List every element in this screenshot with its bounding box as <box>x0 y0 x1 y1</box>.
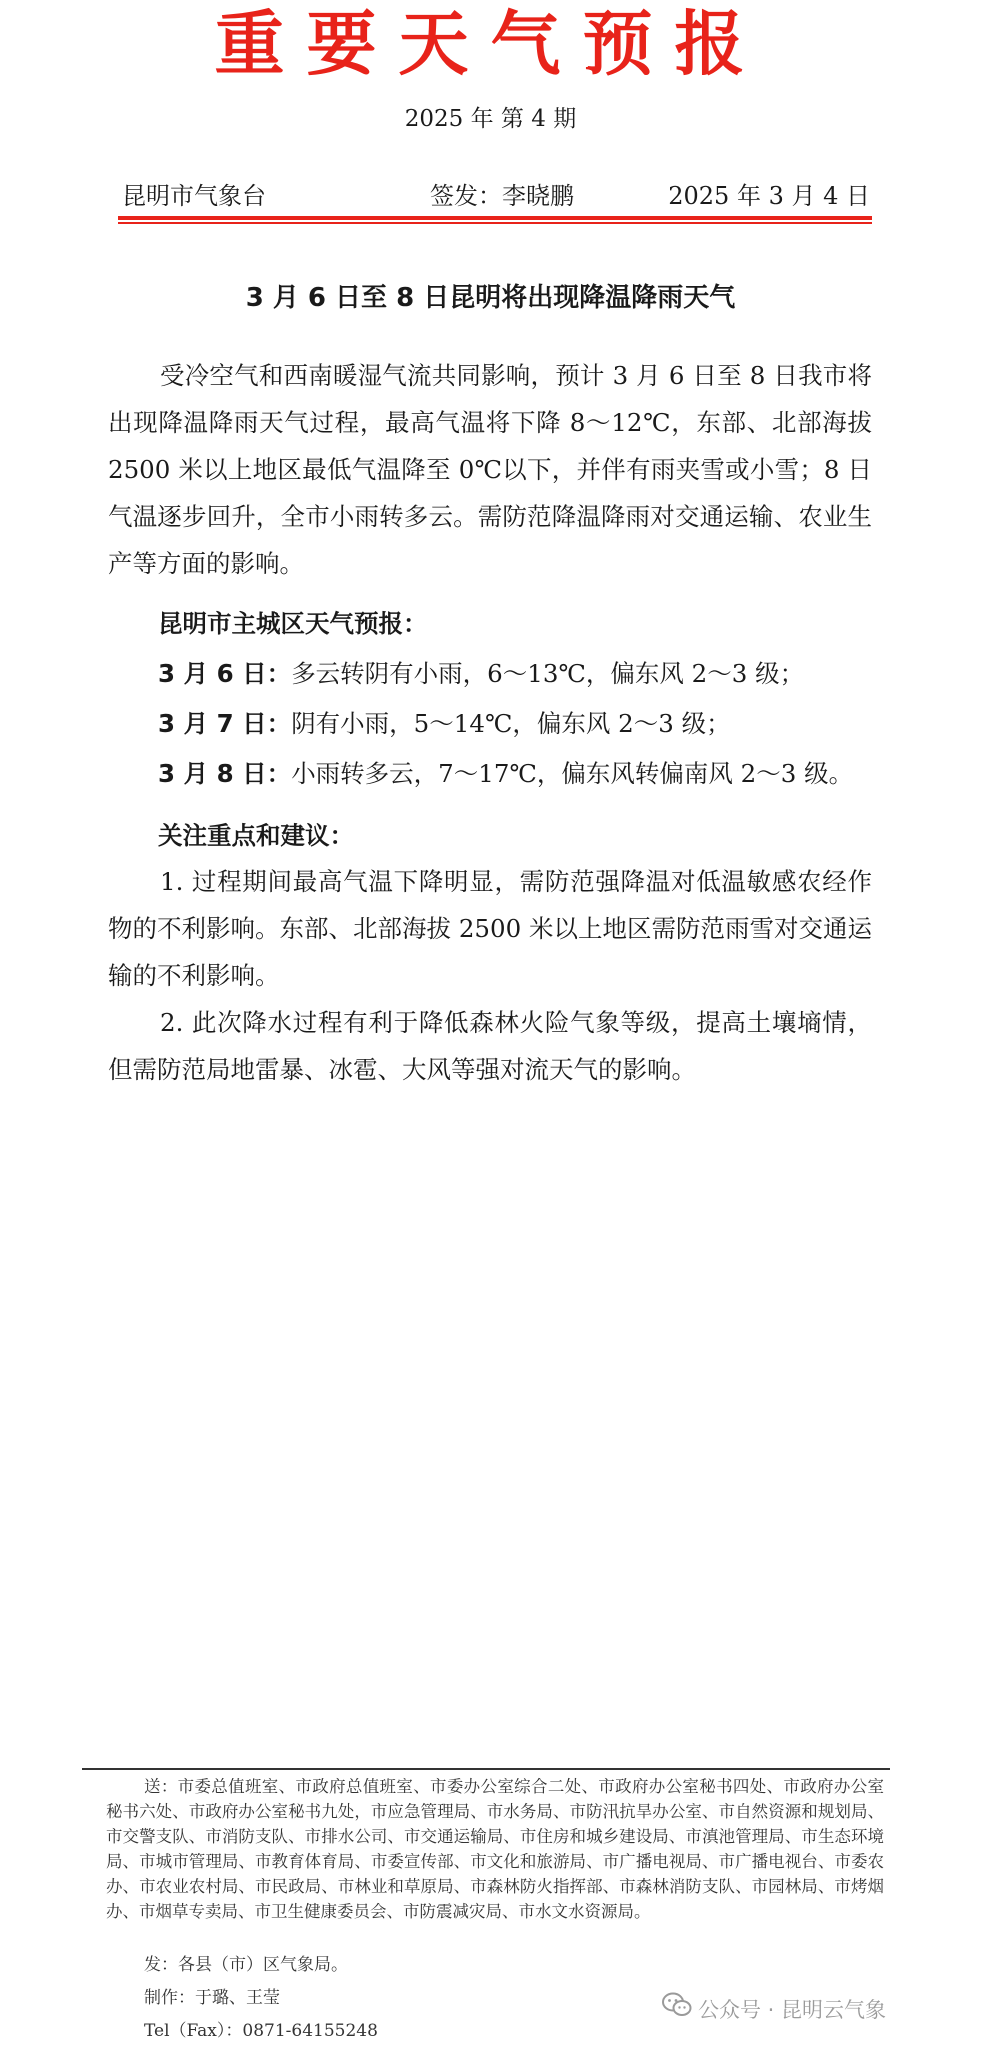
advice-list <box>108 858 872 1093</box>
signer: 签发：李晓鹏 <box>430 182 574 210</box>
header-meta <box>122 180 870 212</box>
forecast-date: 3 月 8 日： <box>158 759 292 788</box>
dispatch-line: 发：各县（市）区气象局。 <box>144 1955 348 1975</box>
forecast-day-3 <box>158 756 853 792</box>
header-rule-red <box>118 216 872 220</box>
headline: 3 月 6 日至 8 日昆明将出现降温降雨天气 <box>245 283 736 313</box>
forecast-heading: 昆明市主城区天气预报： <box>158 609 428 638</box>
forecast-day-1 <box>158 656 804 692</box>
forecast-date: 3 月 7 日： <box>158 709 292 738</box>
forecast-detail: 小雨转多云，7～17℃，偏东风转偏南风 2～3 级。 <box>291 759 854 788</box>
masthead-title: 重要天气预报 <box>214 3 767 85</box>
header-rule-thin <box>118 222 872 224</box>
intro-text: 受冷空气和西南暖湿气流共同影响，预计 3 月 6 日至 8 日我市将出现降温降雨天气过程，最高气温将下降 8～12℃，东部、北部海拔 2500 米以上地区最低气温降至 0℃以下，并伴有雨夹雪或小雪；8 日气温逐步回升，全市小雨转多云。需防范降温降雨对交通运输、农业生产等方面的影响。 <box>108 361 872 578</box>
issuer: 昆明市气象台 <box>122 182 266 210</box>
wechat-icon <box>662 1991 692 2031</box>
forecast-detail: 多云转阴有小雨，6～13℃，偏东风 2～3 级； <box>291 659 805 688</box>
issue-date: 2025 年 3 月 4 日 <box>668 182 870 210</box>
issue-number: 2025 年 第 4 期 <box>404 106 577 132</box>
watermark <box>662 1990 886 2030</box>
tel-line: Tel（Fax）：0871-64155248 <box>144 2021 378 2041</box>
authors-line: 制作：于璐、王莹 <box>144 1988 280 2008</box>
forecast-detail: 阴有小雨，5～14℃，偏东风 2～3 级； <box>291 709 731 738</box>
watermark-text: 公众号 · 昆明云气象 <box>698 1998 887 2022</box>
intro-paragraph <box>108 352 872 587</box>
footer-rule <box>82 1768 890 1770</box>
advice-item: 2. 此次降水过程有利于降低森林火险气象等级，提高土壤墒情，但需防范局地雷暴、冰雹、大风等强对流天气的影响。 <box>108 1008 872 1084</box>
recipients-list: 送：市委总值班室、市政府总值班室、市委办公室综合二处、市政府办公室秘书四处、市政府办公室秘书六处、市政府办公室秘书九处，市应急管理局、市水务局、市防汛抗旱办公室、市自然资源和规划局、市交警支队、市消防支队、市排水公司、市交通运输局、市住房和城乡建设局、市滇池管理局、市生态环境局、市城市管理局、市教育体育局、市委宣传部、市文化和旅游局、市广播电视局、市广播电视台、市委农办、市农业农村局、市民政局、市林业和草原局、市森林防火指挥部、市森林消防支队、市园林局、市烤烟办、市烟草专卖局、市卫生健康委员会、市防震减灾局、市水文水资源局。 <box>106 1777 884 1921</box>
forecast-day-2 <box>158 706 731 742</box>
advice-item: 1. 过程期间最高气温下降明显，需防范强降温对低温敏感农经作物的不利影响。东部、北部海拔 2500 米以上地区需防范雨雪对交通运输的不利影响。 <box>108 867 872 990</box>
forecast-date: 3 月 6 日： <box>158 659 292 688</box>
advice-heading: 关注重点和建议： <box>158 821 354 850</box>
